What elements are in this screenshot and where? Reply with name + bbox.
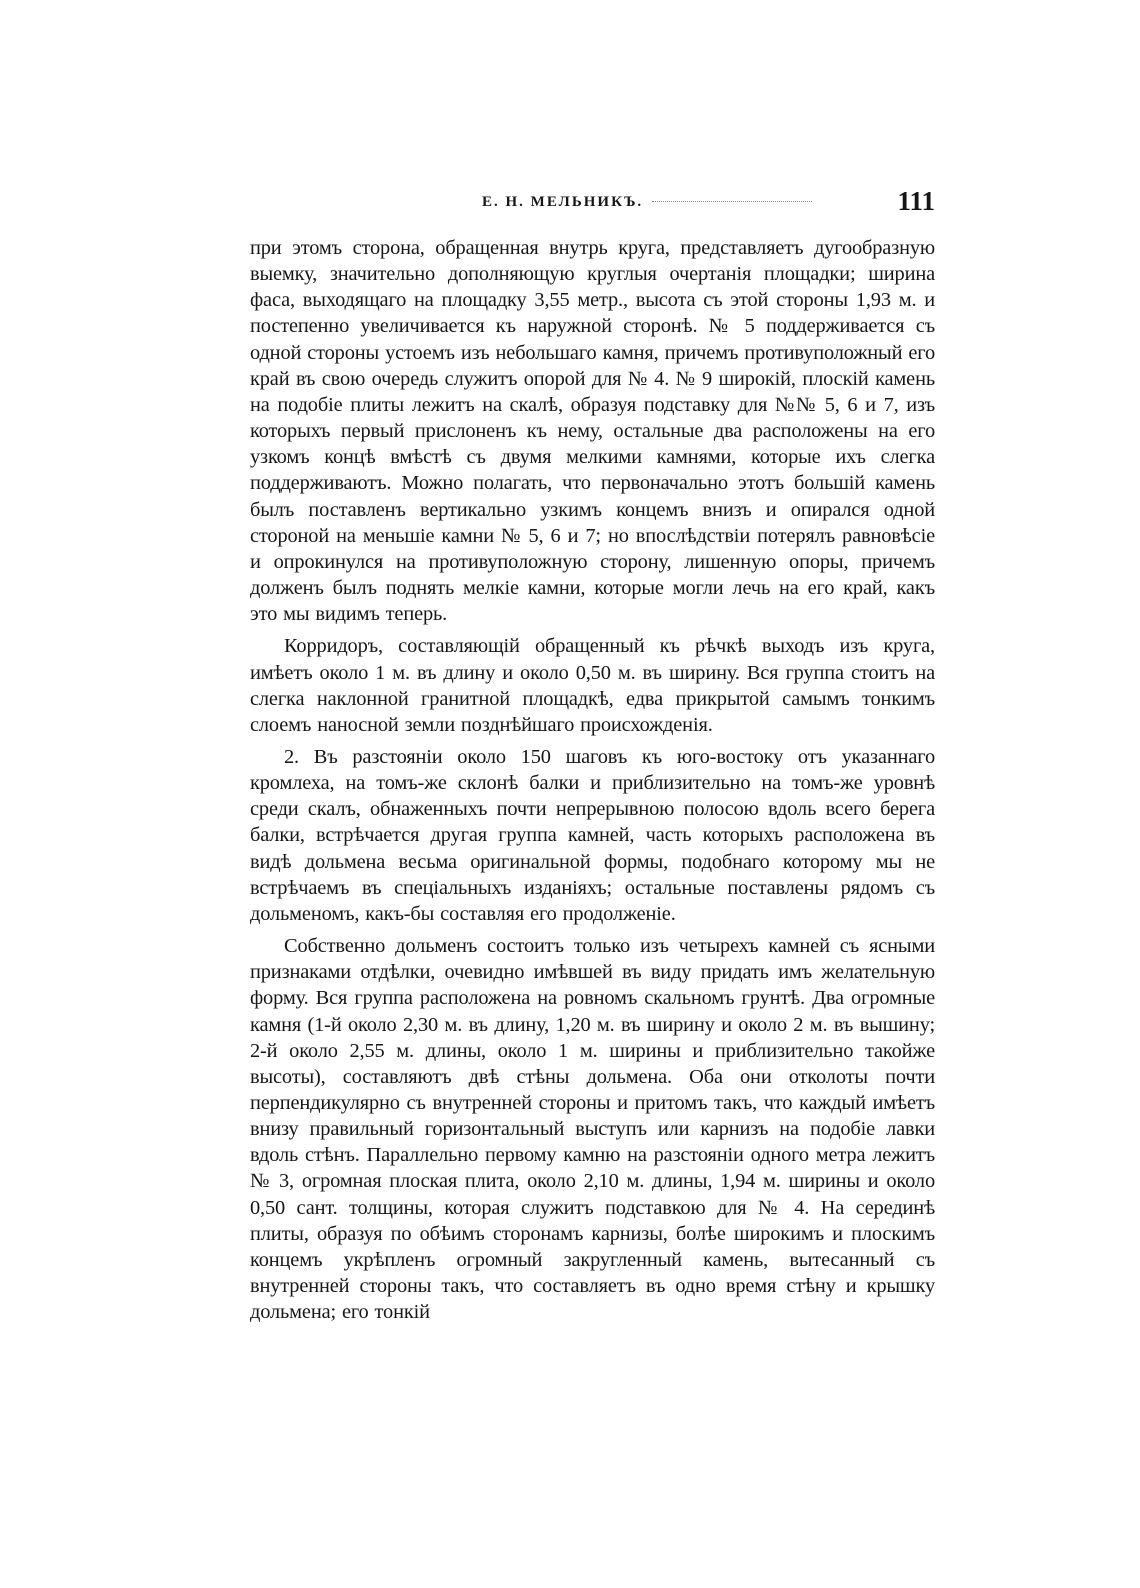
running-head — [250, 186, 935, 226]
body-text — [250, 235, 935, 1325]
running-head-author: Е. Н. МЕЛЬНИКЪ. — [482, 194, 644, 210]
running-head-leader — [652, 201, 812, 202]
paragraph-continuation: при этомъ сторона, обращенная внутрь круга, представляетъ дугообразную выемку, значительно дополняющую круглыя очертанія площадки; ширина фаса, выходящаго на площадку 3,55 метр., высота съ этой стороны 1,93 м. и постепенно увеличивается къ наружной сторонѣ. № 5 поддерживается съ одной стороны устоемъ изъ небольшаго камня, причемъ противуположный его край въ свою очередь служитъ опорой для № 4. № 9 широкій, плоскій камень на подобіе плиты лежитъ на скалѣ, образуя подставку для №№ 5, 6 и 7, изъ которыхъ первый прислоненъ къ нему, остальные два расположены на его узкомъ концѣ вмѣстѣ съ двумя мелкими камнями, которые ихъ слегка поддерживаютъ. Можно полагать, что первоначально этотъ большій камень былъ поставленъ вертикально узкимъ концемъ внизъ и опирался одной стороной на меньшіе камни № 5, 6 и 7; но впослѣдствіи потерялъ равновѣсіе и опрокинулся на противуположную сторону, лишенную опоры, причемъ долженъ былъ поднять мелкіе камни, которые могли лечь на его край, какъ это мы видимъ теперь. — [250, 237, 935, 626]
paragraph-second-group: 2. Въ разстояніи около 150 шаговъ къ юго-востоку отъ указаннаго кромлеха, на томъ-же склонѣ балки и приблизительно на томъ-же уровнѣ среди скалъ, обнаженныхъ почти непрерывною полосою вдоль всего берега балки, встрѣчается другая группа камней, часть которыхъ расположена въ видѣ дольмена весьма оригинальной формы, подобнаго которому мы не встрѣчаемъ въ спеціальныхъ изданіяхъ; остальные поставлены рядомъ съ дольменомъ, какъ-бы составляя его продолженіе. — [250, 745, 935, 925]
paragraph-corridor: Корридоръ, составляющій обращенный къ рѣчкѣ выходъ изъ круга, имѣетъ около 1 м. въ длину и около 0,50 м. въ ширину. Вся группа стоитъ на слегка наклонной гранитной площадкѣ, едва прикрытой самымъ тонкимъ слоемъ наносной земли позднѣйшаго происхожденія. — [250, 635, 935, 736]
paragraph-dolmen: Собственно дольменъ состоитъ только изъ четырехъ камней съ ясными признаками отдѣлки, очевидно имѣвшей въ виду придать имъ желательную форму. Вся группа расположена на ровномъ скальномъ грунтѣ. Два огромные камня (1-й около 2,30 м. въ длину, 1,20 м. въ ширину и около 2 м. въ вышину; 2-й около 2,55 м. длины, около 1 м. ширины и приблизительно такойже высоты), составляютъ двѣ стѣны дольмена. Оба они отколоты почти перпендикулярно съ внутренней стороны и притомъ такъ, что каждый имѣетъ внизу правильный горизонтальный выступъ или карнизъ на подобіе лавки вдоль стѣнъ. Параллельно первому камню на разстояніи одного метра лежитъ № 3, огромная плоская плита, около 2,10 м. длины, 1,94 м. ширины и около 0,50 сант. толщины, которая служитъ подставкою для № 4. На серединѣ плиты, образуя по обѣимъ сторонамъ карнизы, болѣе широкимъ и плоскимъ концемъ укрѣпленъ огромный закругленный камень, вытесанный съ внутренней стороны такъ, что составляетъ въ одно время стѣну и крышку дольмена; его тонкій — [250, 935, 935, 1324]
page-number: 111 — [897, 186, 935, 216]
